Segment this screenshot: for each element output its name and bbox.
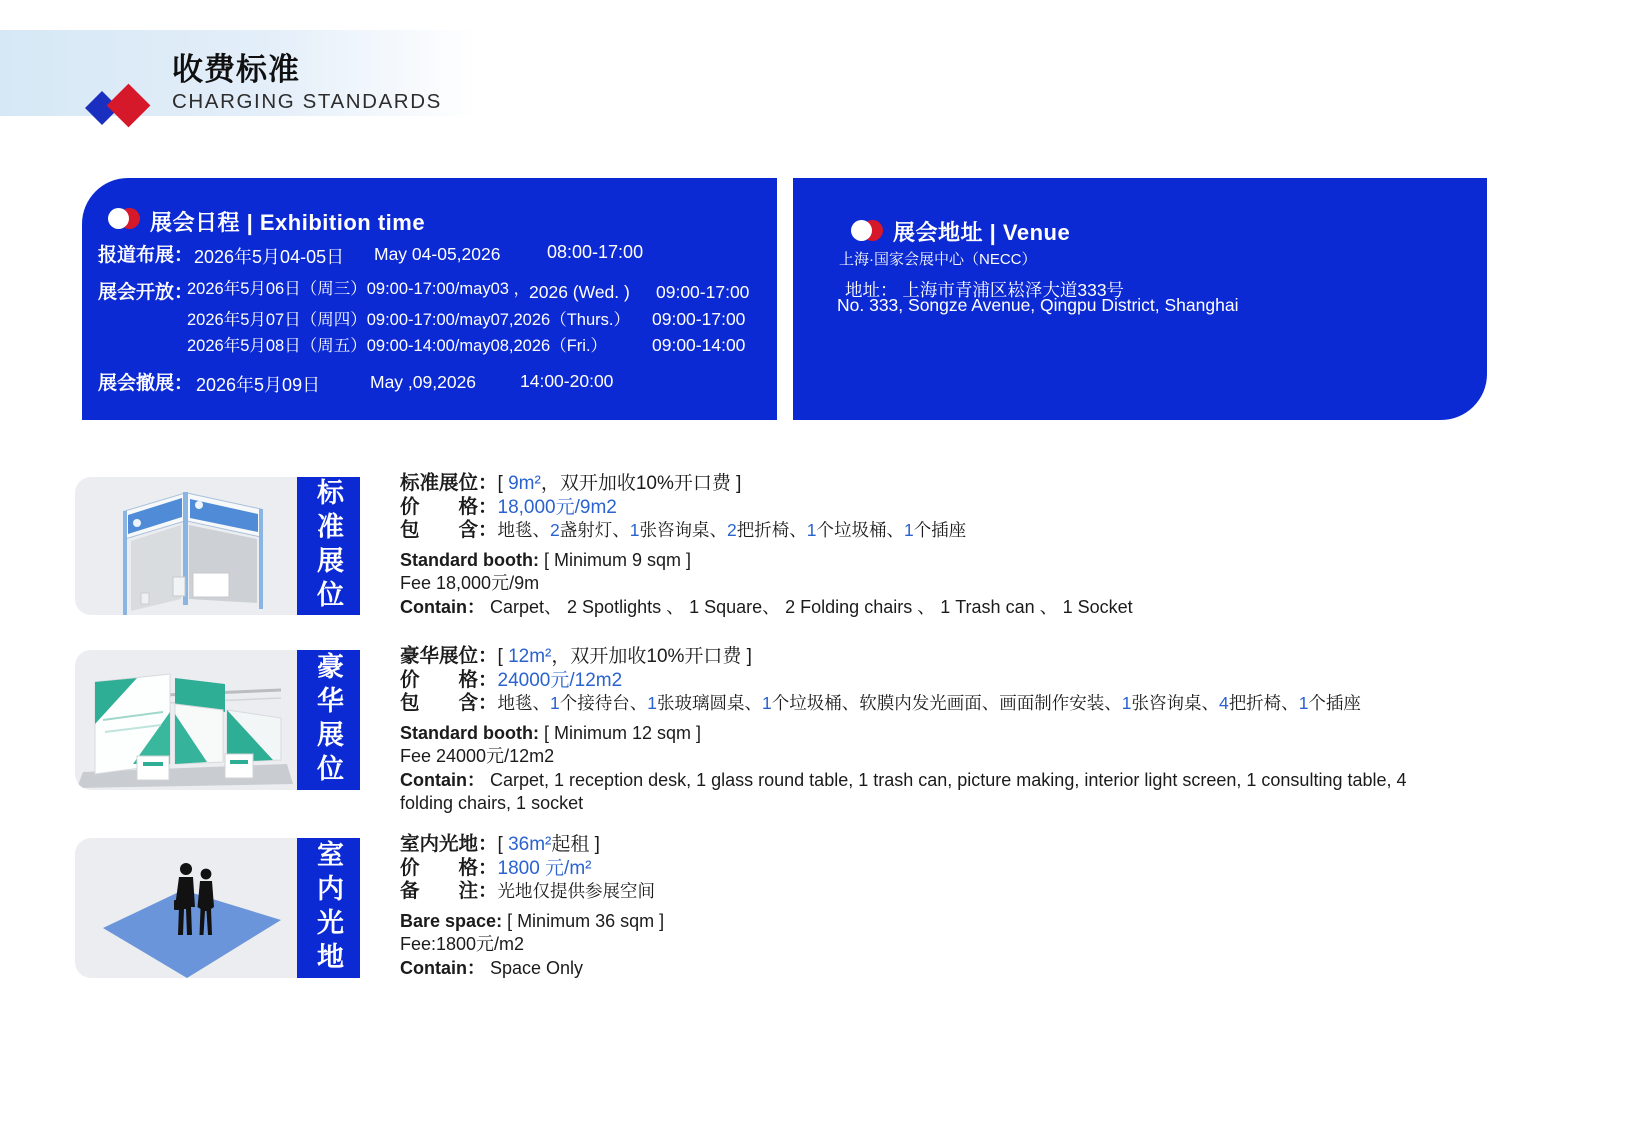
open-day1-time: 09:00-17:00: [656, 282, 750, 302]
open-day3: 2026年5月08日（周五）09:00-14:00/may08,2026（Fri.）: [187, 337, 608, 355]
open-label: 展会开放：: [98, 282, 194, 303]
bare-space-en-name-line: Bare space: [ Minimum 36 sqm ]: [400, 910, 665, 931]
bare-space-details: [400, 833, 1422, 980]
open-day3-time: 09:00-14:00: [652, 335, 746, 355]
standard-booth-include-line: 包 含：地毯、2盏射灯、1张咨询桌、2把折椅、1个垃圾桶、1个插座: [400, 519, 967, 541]
deluxe-booth-details: [400, 645, 1422, 816]
bare-space-note-line: 备 注：光地仅提供参展空间: [400, 880, 656, 902]
deluxe-booth-price-line: 价 格：24000元/12m2: [400, 668, 623, 691]
venue-badge-icon: [851, 220, 885, 242]
move-in-date-en: May 04-05,2026: [374, 244, 501, 264]
page-title: 收费标准: [172, 52, 300, 87]
move-in-label: 报道布展：: [98, 245, 194, 266]
bare-space-price-line: 价 格：1800 元/m²: [400, 856, 592, 879]
deluxe-booth-image-card: [75, 650, 297, 790]
logo-diamond-red-icon: [107, 84, 151, 128]
bare-space-illustration: [75, 838, 297, 978]
venue-name: 上海·国家会展中心（NECC）: [839, 251, 1037, 268]
standard-booth-fee-line: Fee 18,000元/9m: [400, 573, 540, 593]
bare-space-tab-label: 室内光地: [313, 840, 343, 976]
bare-space-image-card: [75, 838, 297, 978]
deluxe-booth-name-line: 豪华展位：[ 12m²，双开加收10%开口费 ]: [400, 645, 752, 667]
standard-booth-tab: [297, 477, 360, 615]
exhibition-time-box: [82, 178, 777, 420]
standard-booth-details: [400, 472, 1422, 619]
open-day2: 2026年5月07日（周四）09:00-17:00/may07,2026（Thurs.）: [187, 311, 630, 329]
open-day1-mid: 2026 (Wed. ): [529, 282, 630, 302]
move-out-date-en: May ,09,2026: [370, 372, 477, 392]
bare-space-tab: [297, 838, 360, 978]
deluxe-booth-tab: [297, 650, 360, 790]
move-out-label: 展会撤展：: [98, 373, 194, 394]
bare-space-name-line: 室内光地：[ 36m²起租 ]: [400, 833, 600, 855]
open-day1: 2026年5月06日（周三）09:00-17:00/may03 ，: [187, 280, 531, 298]
deluxe-booth-contain-line: Contain： Carpet, 1 reception desk, 1 glass round table, 1 trash can, picture making, interior light screen, 1 consulting table, 4 folding chairs, 1 socket: [400, 769, 1407, 813]
standard-booth-en-name-line: Standard booth: [ Minimum 9 sqm ]: [400, 549, 692, 570]
venue-address-en: No. 333, Songze Avenue, Qingpu District, Shanghai: [837, 295, 1239, 315]
venue-box: [793, 178, 1487, 420]
move-in-time: 08:00-17:00: [547, 242, 644, 262]
deluxe-booth-tab-label: 豪华展位: [313, 652, 343, 788]
bare-space-contain-line: Contain： Space Only: [400, 957, 584, 978]
move-in-date-cn: 2026年5月04-05日: [194, 247, 345, 267]
standard-booth-name-line: 标准展位：[ 9m²，双开加收10%开口费 ]: [400, 472, 742, 494]
move-out-time: 14:00-20:00: [520, 371, 614, 391]
page-subtitle: CHARGING STANDARDS: [172, 90, 442, 113]
move-out-date-cn: 2026年5月09日: [196, 375, 321, 395]
standard-booth-contain-line: Contain： Carpet、 2 Spotlights 、 1 Square、 2 Folding chairs 、 1 Trash can 、 1 Socket: [400, 596, 1133, 617]
standard-booth-image-card: [75, 477, 297, 615]
venue-address-cn: 地址： 上海市青浦区崧泽大道333号: [845, 280, 1125, 300]
venue-title: 展会地址 | Venue: [893, 220, 1071, 245]
exhibition-time-title: 展会日程 | Exhibition time: [150, 210, 426, 235]
standard-booth-tab-label: 标准展位: [313, 478, 343, 614]
standard-booth-illustration: [75, 477, 297, 615]
open-day2-time: 09:00-17:00: [652, 309, 746, 329]
deluxe-booth-include-line: 包 含：地毯、1个接待台、1张玻璃圆桌、1个垃圾桶、软膜内发光画面、画面制作安装、1张咨询桌、4把折椅、1个插座: [400, 692, 1361, 714]
deluxe-booth-illustration: [75, 650, 297, 790]
standard-booth-price-line: 价 格：18,000元/9m2: [400, 495, 617, 518]
deluxe-booth-en-name-line: Standard booth: [ Minimum 12 sqm ]: [400, 722, 702, 743]
bare-space-fee-line: Fee:1800元/m2: [400, 934, 525, 954]
deluxe-booth-fee-line: Fee 24000元/12m2: [400, 746, 555, 766]
schedule-badge-icon: [108, 208, 142, 230]
